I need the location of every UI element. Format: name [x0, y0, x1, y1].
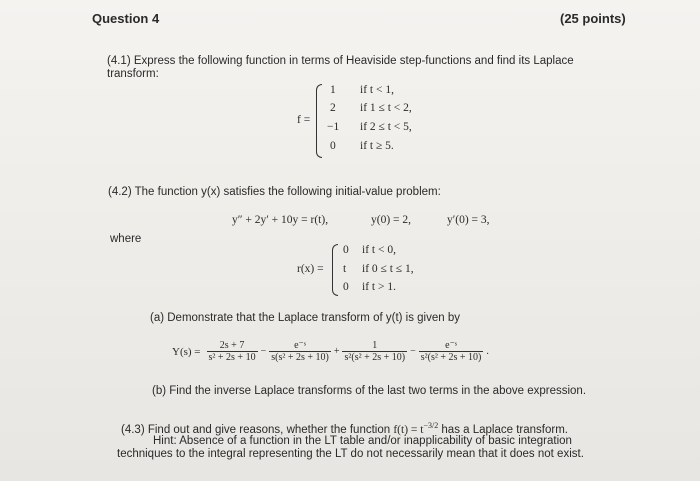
- r-case-value: t: [343, 263, 347, 275]
- q43-hint-line: Hint: Absence of a function in the LT table and/or inapplicability of basic integration: [153, 435, 572, 447]
- initial-condition-1: y(0) = 2,: [371, 214, 412, 226]
- term-denominator: s²(s² + 2s + 10): [420, 352, 482, 363]
- term-numerator: 2s + 7: [219, 340, 245, 351]
- q43-exponent: −3/2: [423, 421, 439, 430]
- term-op: +: [333, 346, 340, 357]
- laplace-term: [419, 340, 484, 363]
- q43-function: f(t) = t: [393, 423, 424, 436]
- r-case-cond: if t > 1.: [362, 281, 396, 293]
- q43-hint-line: techniques to the integral representing the LT do not necessarily mean that it does not exist.: [117, 448, 584, 460]
- laplace-term: [342, 340, 407, 363]
- f-case-cond: if t < 1,: [360, 84, 394, 96]
- r-case-cond: if t < 0,: [362, 244, 396, 256]
- r-case-cond: if 0 ≤ t ≤ 1,: [362, 263, 414, 275]
- points-label: (25 points): [560, 11, 626, 26]
- part-a-text: (a) Demonstrate that the Laplace transform of y(t) is given by: [150, 312, 460, 324]
- term-op: −: [260, 346, 267, 357]
- term-denominator: s² + 2s + 10: [208, 352, 256, 363]
- f-case-value: 0: [330, 140, 336, 152]
- term-numerator: e⁻ˢ: [445, 340, 457, 351]
- f-case-value: 1: [330, 84, 336, 96]
- q42-intro: (4.2) The function y(x) satisfies the following initial-value problem:: [108, 186, 441, 198]
- where-label: where: [110, 233, 142, 245]
- q41-text-line1: (4.1) Express the following function in terms of Heaviside step-functions and find its Laplace: [107, 55, 574, 67]
- q43-line1: [121, 421, 568, 436]
- f-case-value: 2: [330, 102, 336, 114]
- term-op: −: [410, 346, 416, 357]
- laplace-expression: [172, 340, 489, 363]
- q41-text-line2: transform:: [107, 68, 159, 80]
- f-lhs: f =: [297, 114, 311, 126]
- q43-line1-start: (4.3) Find out and give reasons, whether the function: [121, 423, 391, 436]
- laplace-term: [269, 340, 331, 363]
- term-numerator: 1: [372, 340, 378, 351]
- ode-equation: y″ + 2y′ + 10y = r(t),: [232, 214, 329, 226]
- f-case-value: −1: [327, 121, 340, 133]
- initial-condition-2: y′(0) = 3,: [447, 214, 490, 226]
- Y-end: .: [486, 346, 489, 357]
- r-case-value: 0: [343, 244, 349, 256]
- Y-lhs: Y(s) =: [172, 345, 201, 358]
- term-denominator: s(s² + 2s + 10): [271, 352, 329, 363]
- f-case-cond: if 1 ≤ t < 2,: [360, 102, 412, 114]
- q43-line1-end: has a Laplace transform.: [441, 423, 568, 436]
- part-b-text: (b) Find the inverse Laplace transforms of the last two terms in the above expression.: [152, 385, 587, 397]
- f-case-cond: if 2 ≤ t < 5,: [360, 121, 412, 133]
- r-case-value: 0: [343, 281, 349, 293]
- r-brace: [332, 244, 338, 296]
- term-numerator: e⁻ˢ: [294, 340, 306, 351]
- r-lhs: r(x) =: [297, 263, 324, 275]
- question-title: Question 4: [92, 11, 160, 26]
- f-case-cond: if t ≥ 5.: [360, 140, 394, 152]
- term-denominator: s²(s² + 2s + 10): [344, 352, 406, 363]
- f-brace: [316, 84, 322, 158]
- laplace-term: [207, 340, 258, 363]
